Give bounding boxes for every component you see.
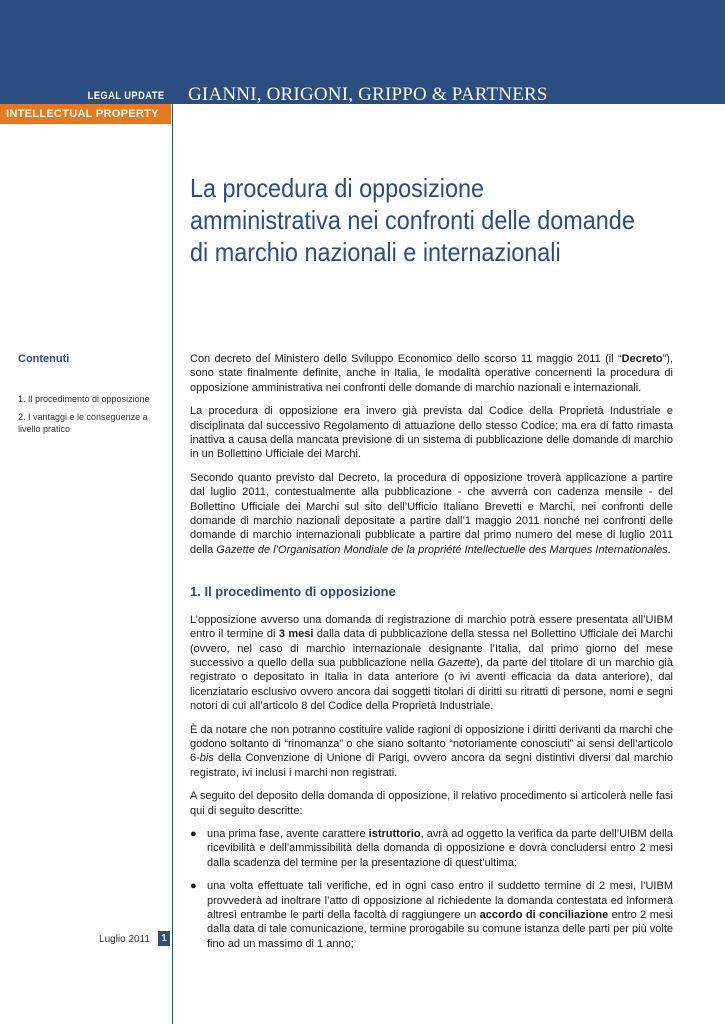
toc-item[interactable]: 2. I vantaggi e le conseguenze a livello pratico — [18, 412, 148, 434]
bullet-icon: ● — [190, 880, 197, 893]
table-of-contents — [18, 393, 163, 441]
bullet-icon: ● — [190, 827, 197, 840]
page-number: 1 — [158, 931, 170, 946]
paragraph: L’opposizione avverso una domanda di registrazione di marchio potrà essere presentata all’UIBM entro il termine di 3 mesi dalla data di pubblicazione della stessa nel Bollettino Ufficiale dei Marchi (ovvero, nel caso di marchio internazionale designante l’Italia, dal primo giorno del mese successivo a quello della sua pubblicazione nella Gazette), da parte del titolare di un marchio già registrato o depositato in Italia in data anteriore (o ivi aventi efficacia da data anteriore), dal licenziatario esclusivo ovvero ancora dai soggetti titolari di diritti su ritratti di persone, nomi e segni notori di cui all’articolo 8 del Codice della Proprietà Industriale. — [190, 613, 673, 713]
toc-item[interactable]: 1. Il procedimento di opposizione — [18, 394, 150, 404]
paragraph: Secondo quanto previsto dal Decreto, la procedura di opposizione troverà applicazione a partire dal luglio 2011, contestualmente alla pubblicazione - che avverrà con cadenza mensile - del Bollettino Ufficiale dei Marchi sul sito dell’Ufficio Italiano Brevetti e Marchi, nei confronti delle domande di marchio nazionali depositate a partire dall’1 maggio 2011 nonché nei confronti delle domande di marchio internazionali pubblicate a partire dal primo numero del mese di luglio 2011 della Gazette de l’Organisation Mondiale de la propriété Intellectuelle des Marques Internationales. — [190, 471, 673, 556]
paragraph: La procedura di opposizione era invero già prevista dal Codice della Proprietà Industriale e disciplinata dal successivo Regolamento di attuazione dello stesso Codice; ma era di fatto rimasta inattiva a causa della mancata previsione di un sistema di pubblicazione delle domande di marchio in un Bollettino Ufficiale dei Marchi. — [190, 405, 673, 461]
section-heading: 1. Il procedimento di opposizione — [190, 584, 396, 600]
paragraph: Con decreto del Ministero dello Sviluppo Economico dello scorso 11 maggio 2011 (il “Decreto”), sono state finalmente definite, anche in Italia, le modalità operative concernenti la procedura di opposizione amministrativa nei confronti delle domande di marchio nazionali e internazionali. — [190, 353, 673, 394]
paragraph: È da notare che non potranno costituire valide ragioni di opposizione i diritti derivanti da marchi che godono soltanto di “rinomanza” o che siano soltanto “notoriamente conosciuti” ai sensi dell’articolo 6-bis della Convenzione di Unione di Parigi, ovvero ancora da segni distintivi diversi dal marchio registrato, ivi inclusi i marchi non registrati. — [190, 723, 673, 779]
document-title: La procedura di opposizione amministrativa nei confronti delle domande di marchio nazionali e internazionali — [190, 173, 635, 267]
vertical-divider — [172, 0, 173, 1024]
footer-date: Luglio 2011 — [99, 934, 150, 945]
legal-update-label: LEGAL UPDATE — [88, 90, 165, 102]
category-badge: INTELLECTUAL PROPERTY — [0, 104, 171, 124]
list-item: ● una volta effettuate tali verifiche, ed in ogni caso entro il suddetto termine di 2 mesi, l’UIBM provvederà ad inoltrare l’atto di opposizione al richiedente la domanda contestata ed informerà altresì entrambe le parti della facoltà di raggiungere un accordo di conciliazione entro 2 mesi dalla data di tale comunicazione, termine prorogabile su comune istanza delle parti per più volte fino ad un massimo di 1 anno; — [190, 880, 673, 950]
contents-heading: Contenuti — [18, 353, 70, 365]
firm-name: GIANNI, ORIGONI, GRIPPO & PARTNERS — [188, 84, 548, 105]
paragraph: A seguito del deposito della domanda di opposizione, il relativo procedimento si articolerà nelle fasi qui di seguito descritte: — [190, 790, 673, 817]
main-content — [190, 352, 673, 960]
list-item: ● una prima fase, avente carattere istruttorio, avrà ad oggetto la verifica da parte dell’UIBM della ricevibilità e dell’ammissibilità della domanda di opposizione e dovrà concludersi entro 2 mesi dalla scadenza del termine per la presentazione di quest’ultima; — [190, 827, 673, 869]
